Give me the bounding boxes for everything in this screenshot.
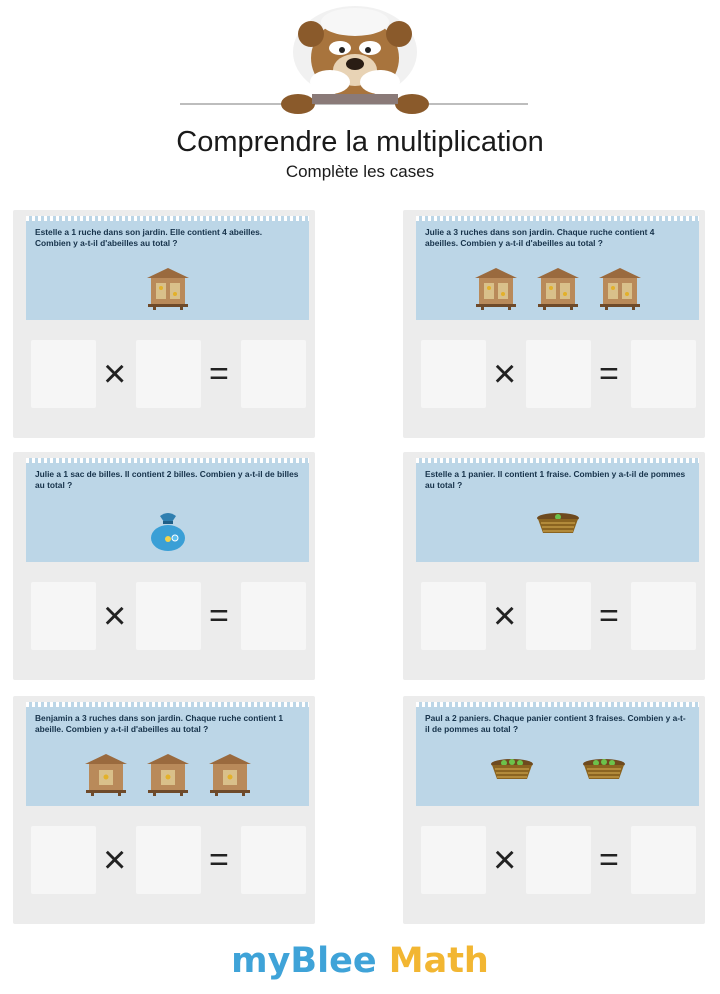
beehive-icon <box>473 266 519 310</box>
question-panel <box>26 702 309 806</box>
result-input[interactable] <box>241 826 306 894</box>
factor-2-input[interactable] <box>526 340 591 408</box>
factor-2-input[interactable] <box>526 826 591 894</box>
beehive-icon <box>145 752 191 796</box>
result-input[interactable] <box>241 340 306 408</box>
factor-1-input[interactable] <box>421 582 486 650</box>
equals-sign: = <box>209 597 229 635</box>
basket-icon <box>535 512 581 536</box>
times-sign: × <box>103 352 127 396</box>
question-panel <box>416 702 699 806</box>
question-text: Estelle a 1 panier. Il contient 1 fraise. Combien y a-t-il de pommes au total ? <box>425 469 686 490</box>
equals-sign: = <box>209 355 229 393</box>
result-input[interactable] <box>631 582 696 650</box>
question-panel <box>416 458 699 562</box>
factor-2-input[interactable] <box>136 340 201 408</box>
equals-sign: = <box>599 355 619 393</box>
times-sign: × <box>103 594 127 638</box>
question-text: Julie a 1 sac de billes. Il contient 2 billes. Combien y a-t-il de billes au total ? <box>35 469 299 490</box>
equals-sign: = <box>209 841 229 879</box>
question-text: Julie a 3 ruches dans son jardin. Chaque ruche contient 4 abeilles. Combien y a-t-il d'abeilles au total ? <box>425 227 655 248</box>
factor-1-input[interactable] <box>421 826 486 894</box>
result-input[interactable] <box>241 582 306 650</box>
question-text: Paul a 2 paniers. Chaque panier contient 3 fraises. Combien y a-t-il de pommes au total ? <box>425 713 686 734</box>
myblee-math-logo <box>0 941 720 981</box>
question-panel <box>26 216 309 320</box>
exercise-card-5 <box>13 696 315 924</box>
factor-1-input[interactable] <box>31 582 96 650</box>
times-sign: × <box>493 352 517 396</box>
factor-1-input[interactable] <box>421 340 486 408</box>
exercise-card-6 <box>403 696 705 924</box>
marble-bag-icon <box>148 508 188 552</box>
exercise-card-1 <box>13 210 315 438</box>
times-sign: × <box>103 838 127 882</box>
beehive-icon <box>597 266 643 310</box>
factor-1-input[interactable] <box>31 826 96 894</box>
exercise-card-4 <box>403 452 705 680</box>
question-text: Estelle a 1 ruche dans son jardin. Elle contient 4 abeilles. Combien y a-t-il d'abeilles au total ? <box>35 227 263 248</box>
equals-sign: = <box>599 841 619 879</box>
exercise-card-2 <box>403 210 705 438</box>
equals-sign: = <box>599 597 619 635</box>
question-panel <box>416 216 699 320</box>
page-title: Comprendre la multiplication <box>176 126 544 158</box>
factor-1-input[interactable] <box>31 340 96 408</box>
bear-mascot-icon <box>180 0 530 118</box>
beehive-icon <box>83 752 129 796</box>
result-input[interactable] <box>631 826 696 894</box>
factor-2-input[interactable] <box>526 582 591 650</box>
factor-2-input[interactable] <box>136 582 201 650</box>
times-sign: × <box>493 838 517 882</box>
result-input[interactable] <box>631 340 696 408</box>
factor-2-input[interactable] <box>136 826 201 894</box>
logo-part-1: myBlee <box>231 941 377 981</box>
exercise-card-3 <box>13 452 315 680</box>
question-panel <box>26 458 309 562</box>
beehive-icon <box>207 752 253 796</box>
basket-icon <box>489 758 535 782</box>
times-sign: × <box>493 594 517 638</box>
page-subtitle: Complète les cases <box>285 162 435 181</box>
question-text: Benjamin a 3 ruches dans son jardin. Chaque ruche contient 1 abeille. Combien y a-t-il d'abeilles au total ? <box>35 713 284 734</box>
logo-part-2: Math <box>388 941 489 981</box>
beehive-icon <box>145 266 191 310</box>
beehive-icon <box>535 266 581 310</box>
basket-icon <box>581 758 627 782</box>
